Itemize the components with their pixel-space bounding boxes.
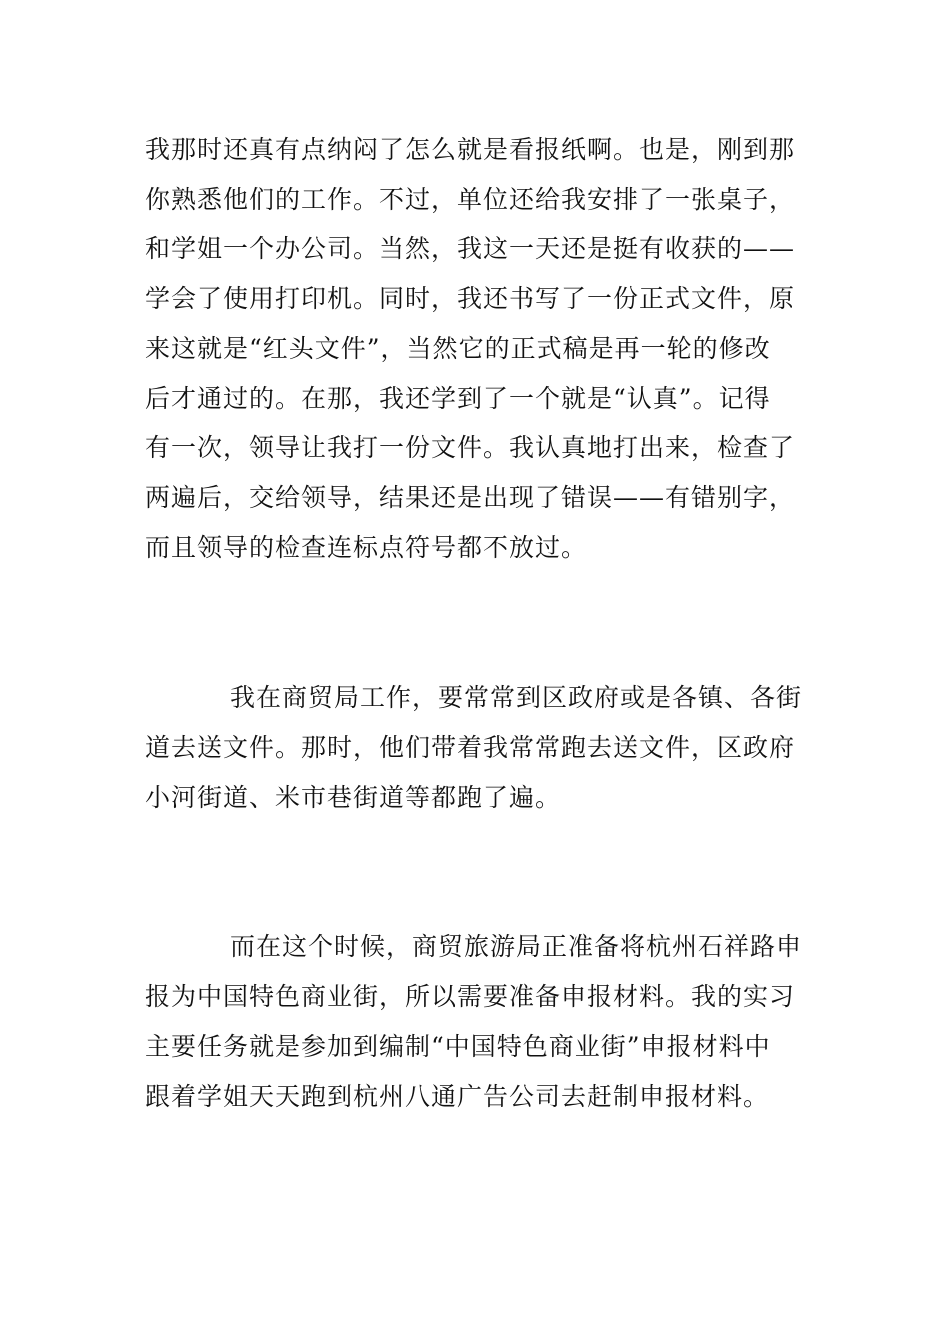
text-line: 报为中国特色商业街，所以需要准备申报材料。我的实习	[145, 982, 796, 1011]
text-line: 后才通过的。在那，我还学到了一个就是“认真”。记得	[145, 384, 771, 413]
text-line: 我那时还真有点纳闷了怎么就是看报纸啊。也是，刚到那	[145, 135, 796, 164]
text-line: 学会了使用打印机。同时，我还书写了一份正式文件，原	[145, 284, 796, 313]
text-line: 有一次，领导让我打一份文件。我认真地打出来，检查了	[145, 433, 796, 462]
text-line: 和学姐一个办公司。当然，我这一天还是挺有收获的——	[145, 234, 796, 263]
text-line: 跟着学姐天天跑到杭州八通广告公司去赶制申报材料。	[145, 1082, 770, 1111]
text-line: 道去送文件。那时，他们带着我常常跑去送文件，区政府	[145, 733, 796, 762]
text-line: 来这就是“红头文件”，当然它的正式稿是再一轮的修改	[145, 334, 771, 363]
text-line: 而且领导的检查连标点符号都不放过。	[145, 533, 588, 562]
text-line: 我在商贸局工作，要常常到区政府或是各镇、各街	[230, 683, 803, 712]
text-line: 两遍后，交给领导，结果还是出现了错误——有错别字，	[145, 483, 796, 512]
text-line: 而在这个时候，商贸旅游局正准备将杭州石祥路申	[230, 932, 803, 961]
text-line: 主要任务就是参加到编制“中国特色商业街”申报材料中	[145, 1032, 771, 1061]
text-line: 你熟悉他们的工作。不过，单位还给我安排了一张桌子，	[145, 185, 796, 214]
text-line: 小河街道、米市巷街道等都跑了遍。	[145, 783, 562, 812]
